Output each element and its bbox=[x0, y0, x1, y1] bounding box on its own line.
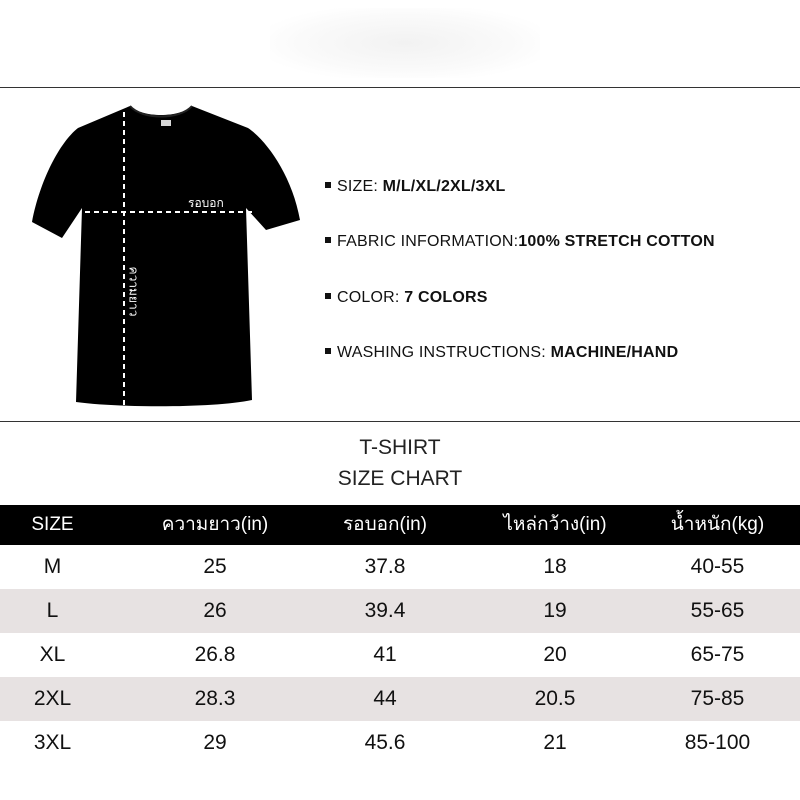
cell-length: 29 bbox=[203, 731, 227, 754]
header-chest: รอบอก(in) bbox=[342, 514, 428, 535]
cell-weight: 65-75 bbox=[690, 643, 745, 666]
table-row bbox=[0, 545, 800, 589]
table-row bbox=[0, 589, 800, 633]
cell-size: M bbox=[43, 555, 62, 578]
cell-shoulder: 19 bbox=[543, 599, 567, 622]
table-row bbox=[0, 677, 800, 721]
spec-value: MACHINE/HAND bbox=[550, 344, 679, 361]
top-faded-banner bbox=[270, 8, 540, 78]
cell-shoulder: 20 bbox=[543, 643, 567, 666]
spec-color bbox=[325, 289, 488, 307]
cell-chest: 44 bbox=[373, 687, 397, 710]
bullet-icon bbox=[325, 182, 331, 188]
size-chart-table bbox=[0, 505, 800, 765]
cell-size: 2XL bbox=[33, 687, 72, 710]
cell-chest: 39.4 bbox=[364, 599, 406, 622]
cell-length: 26 bbox=[203, 599, 227, 622]
spec-washing bbox=[325, 344, 678, 362]
spec-value: 100% STRETCH COTTON bbox=[518, 233, 715, 250]
header-size: SIZE bbox=[31, 514, 74, 535]
bullet-icon bbox=[325, 293, 331, 299]
tshirt-tag bbox=[161, 120, 171, 126]
cell-weight: 75-85 bbox=[690, 687, 745, 710]
table-header-row bbox=[0, 505, 800, 545]
length-label: ความยาว bbox=[126, 266, 141, 317]
chart-subtitle: SIZE CHART bbox=[337, 467, 463, 490]
spec-fabric bbox=[325, 233, 715, 251]
spec-label: COLOR: bbox=[337, 289, 405, 306]
bullet-icon bbox=[325, 237, 331, 243]
tshirt-body bbox=[32, 106, 300, 406]
spec-label: WASHING INSTRUCTIONS: bbox=[337, 344, 551, 361]
spec-value: 7 COLORS bbox=[404, 289, 488, 306]
table-row bbox=[0, 633, 800, 677]
cell-size: XL bbox=[39, 643, 66, 666]
tshirt-illustration bbox=[30, 100, 305, 415]
spec-value: M/L/XL/2XL/3XL bbox=[382, 178, 506, 195]
spec-label: SIZE: bbox=[337, 178, 383, 195]
tshirt-diagram bbox=[30, 100, 305, 415]
cell-weight: 40-55 bbox=[690, 555, 745, 578]
cell-size: L bbox=[46, 599, 59, 622]
cell-weight: 55-65 bbox=[690, 599, 745, 622]
cell-shoulder: 20.5 bbox=[534, 687, 576, 710]
header-weight: น้ำหนัก(kg) bbox=[670, 514, 765, 535]
cell-size: 3XL bbox=[33, 731, 72, 754]
chart-title: T-SHIRT bbox=[359, 436, 441, 459]
cell-length: 25 bbox=[203, 555, 227, 578]
divider-top bbox=[0, 87, 800, 88]
spec-label: FABRIC INFORMATION: bbox=[337, 233, 519, 250]
cell-length: 26.8 bbox=[194, 643, 236, 666]
spec-size bbox=[325, 178, 505, 196]
chest-label: รอบอก bbox=[188, 196, 224, 210]
header-shoulder: ไหล่กว้าง(in) bbox=[503, 514, 607, 535]
cell-shoulder: 18 bbox=[543, 555, 567, 578]
cell-length: 28.3 bbox=[194, 687, 236, 710]
bullet-icon bbox=[325, 348, 331, 354]
cell-shoulder: 21 bbox=[543, 731, 567, 754]
cell-chest: 37.8 bbox=[364, 555, 406, 578]
cell-chest: 45.6 bbox=[364, 731, 406, 754]
header-length: ความยาว(in) bbox=[161, 514, 269, 535]
cell-weight: 85-100 bbox=[684, 731, 751, 754]
cell-chest: 41 bbox=[373, 643, 397, 666]
table-row bbox=[0, 721, 800, 765]
divider-middle bbox=[0, 421, 800, 422]
